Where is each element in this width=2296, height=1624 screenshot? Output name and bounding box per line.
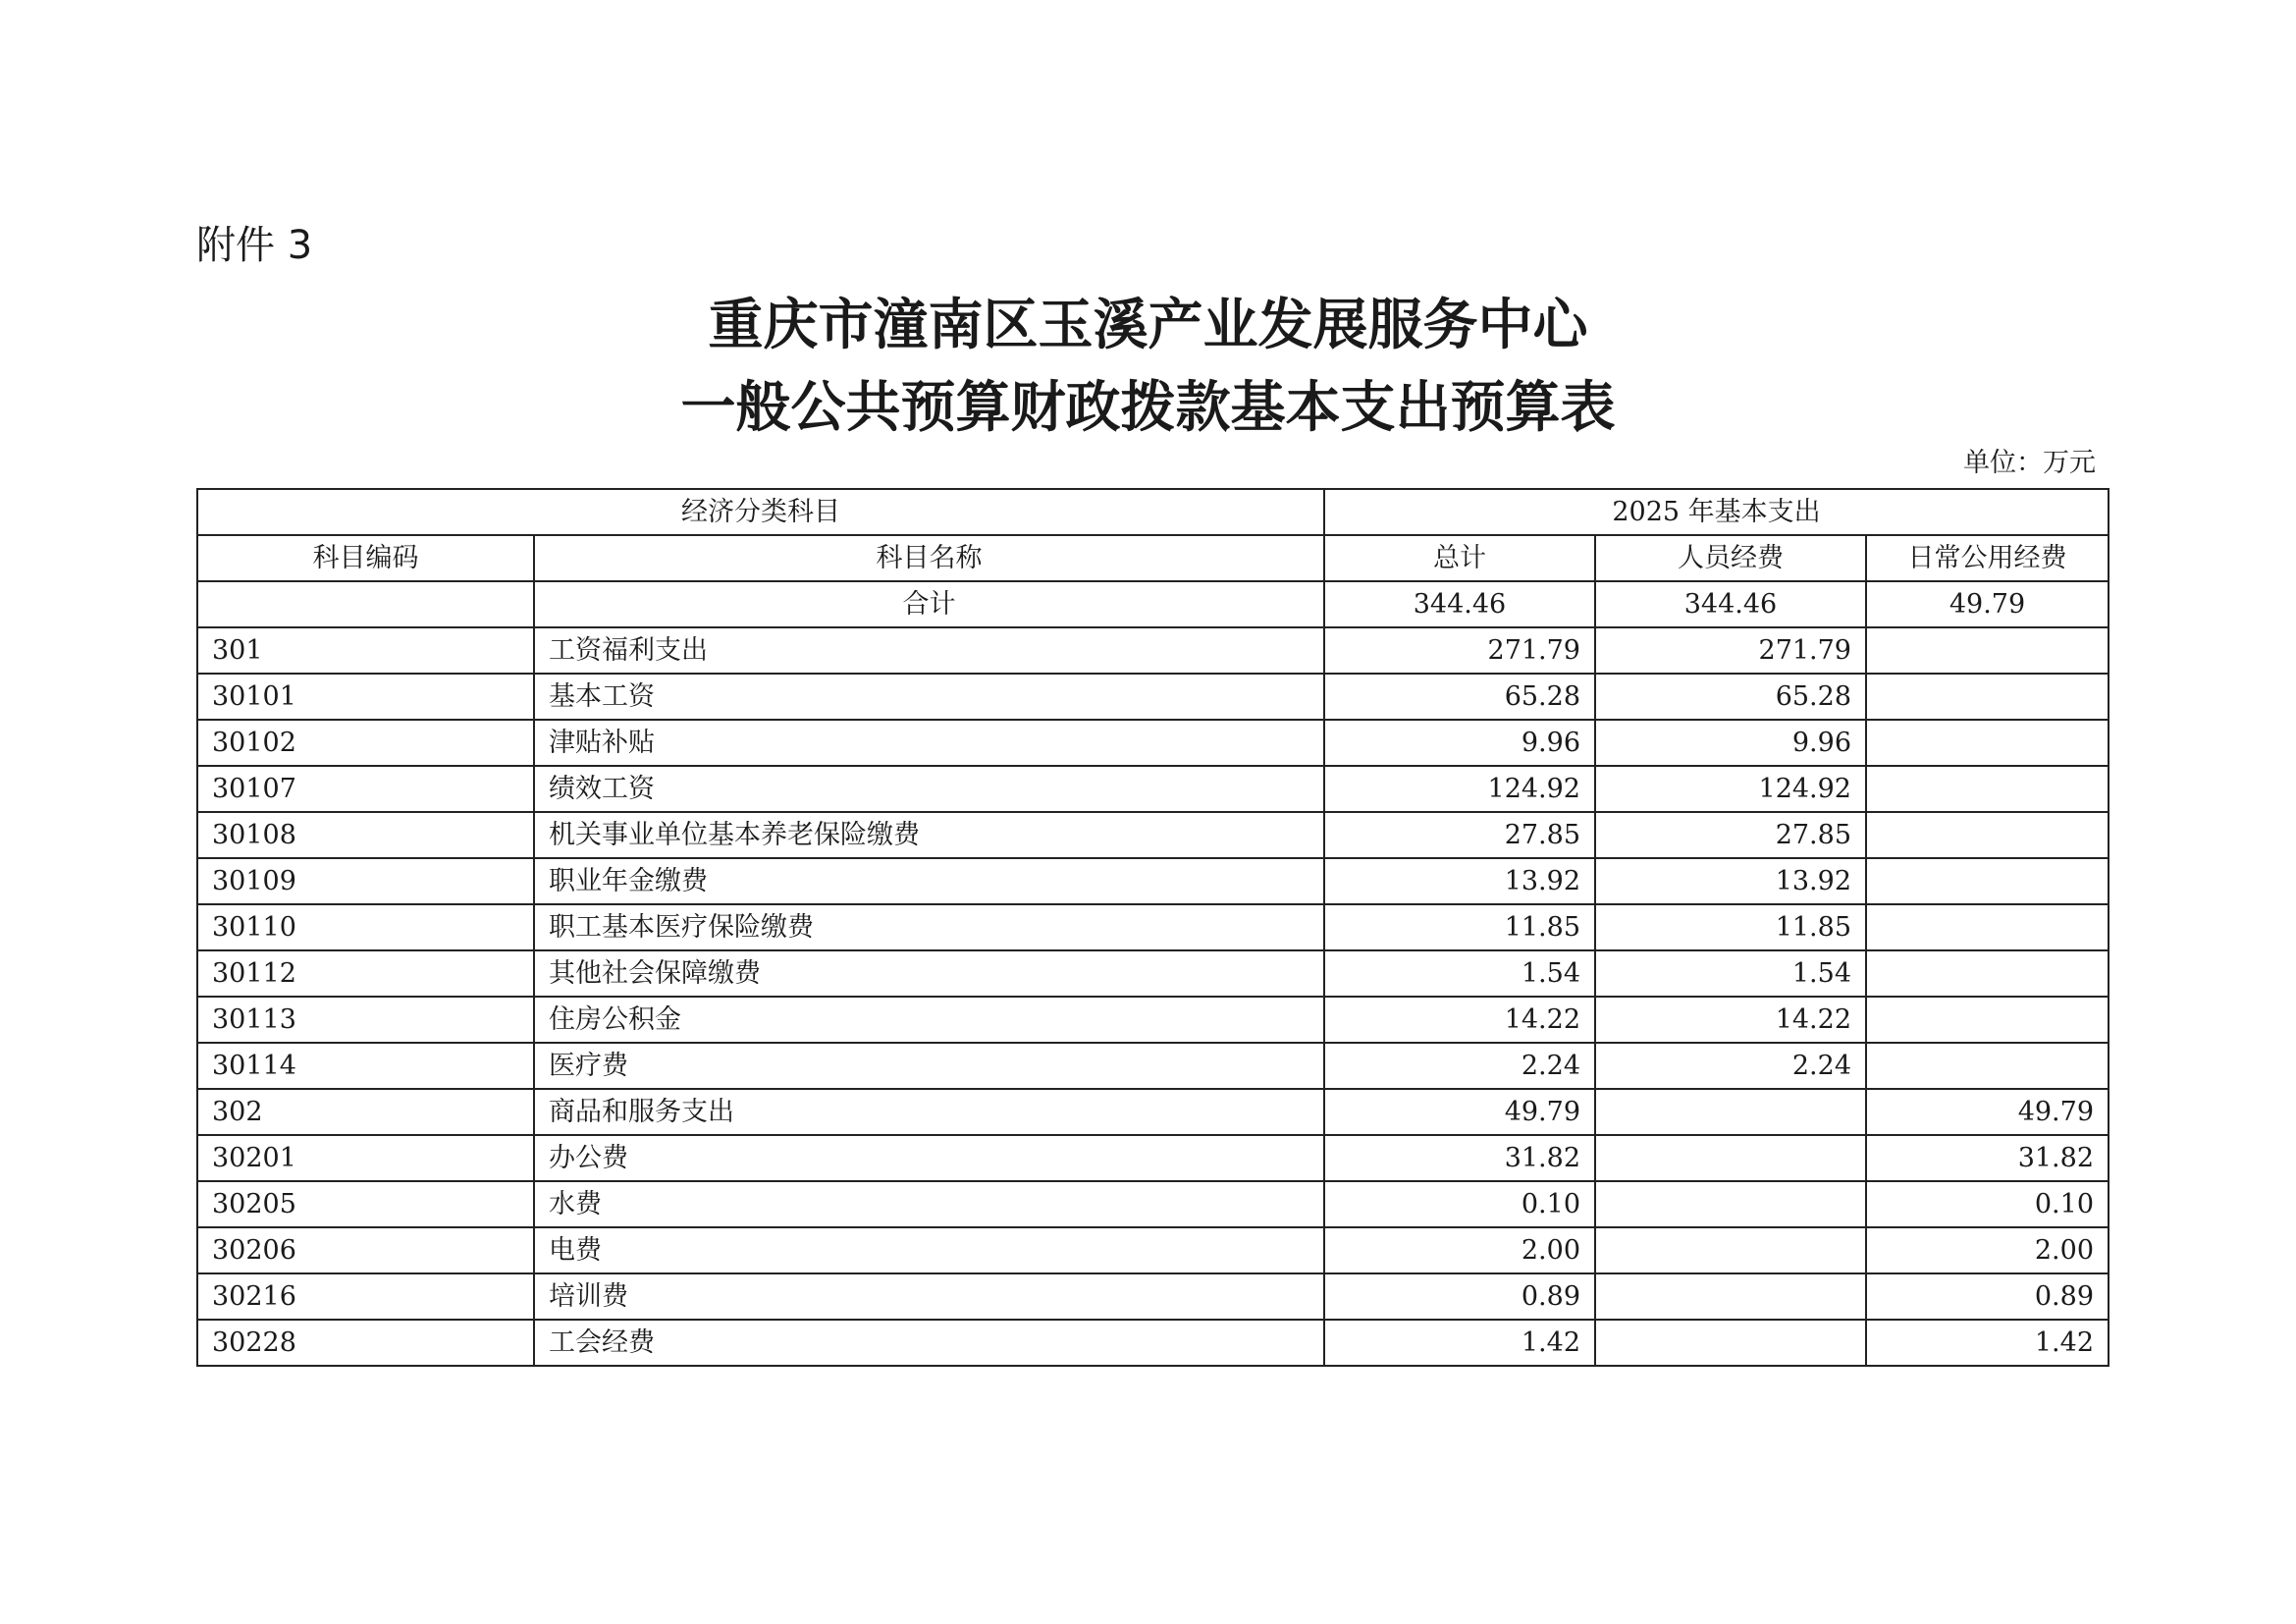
row-total: 0.89 xyxy=(1324,1273,1595,1320)
document-title-line2: 一般公共预算财政拨款基本支出预算表 xyxy=(680,376,1616,440)
row-total: 27.85 xyxy=(1324,812,1595,858)
row-code: 30201 xyxy=(197,1135,534,1181)
row-personnel xyxy=(1595,1181,1866,1227)
row-public xyxy=(1866,858,2109,904)
row-name: 住房公积金 xyxy=(534,997,1324,1043)
row-personnel xyxy=(1595,1273,1866,1320)
row-total: 271.79 xyxy=(1324,627,1595,674)
total-row-code xyxy=(197,581,534,627)
row-name: 职业年金缴费 xyxy=(534,858,1324,904)
row-name: 电费 xyxy=(534,1227,1324,1273)
row-personnel: 65.28 xyxy=(1595,674,1866,720)
row-public xyxy=(1866,627,2109,674)
row-public xyxy=(1866,1043,2109,1089)
table-row xyxy=(197,1089,2109,1135)
group-header-economic-class: 经济分类科目 xyxy=(197,489,1324,535)
row-name: 工会经费 xyxy=(534,1320,1324,1366)
row-total: 49.79 xyxy=(1324,1089,1595,1135)
row-total: 124.92 xyxy=(1324,766,1595,812)
row-name: 基本工资 xyxy=(534,674,1324,720)
column-header-code: 科目编码 xyxy=(197,535,534,581)
row-public xyxy=(1866,950,2109,997)
row-code: 30102 xyxy=(197,720,534,766)
table-row xyxy=(197,1320,2109,1366)
table-row xyxy=(197,1043,2109,1089)
column-header-row xyxy=(197,535,2109,581)
row-total: 1.42 xyxy=(1324,1320,1595,1366)
group-header-basic-expenditure: 2025 年基本支出 xyxy=(1324,489,2109,535)
row-public: 2.00 xyxy=(1866,1227,2109,1273)
row-personnel: 2.24 xyxy=(1595,1043,1866,1089)
row-personnel: 11.85 xyxy=(1595,904,1866,950)
total-row xyxy=(197,581,2109,627)
unit-label: 单位：万元 xyxy=(1963,448,2096,478)
table-row xyxy=(197,627,2109,674)
row-name: 工资福利支出 xyxy=(534,627,1324,674)
table-row xyxy=(197,1181,2109,1227)
row-code: 30101 xyxy=(197,674,534,720)
row-public xyxy=(1866,812,2109,858)
row-public: 31.82 xyxy=(1866,1135,2109,1181)
row-personnel: 124.92 xyxy=(1595,766,1866,812)
table-row xyxy=(197,997,2109,1043)
row-name: 商品和服务支出 xyxy=(534,1089,1324,1135)
table-row xyxy=(197,950,2109,997)
row-personnel xyxy=(1595,1135,1866,1181)
row-personnel: 27.85 xyxy=(1595,812,1866,858)
row-name: 机关事业单位基本养老保险缴费 xyxy=(534,812,1324,858)
table-row xyxy=(197,1273,2109,1320)
total-row-total: 344.46 xyxy=(1324,581,1595,627)
row-public: 0.89 xyxy=(1866,1273,2109,1320)
row-personnel: 14.22 xyxy=(1595,997,1866,1043)
row-code: 30228 xyxy=(197,1320,534,1366)
row-public: 1.42 xyxy=(1866,1320,2109,1366)
row-public xyxy=(1866,904,2109,950)
row-code: 30216 xyxy=(197,1273,534,1320)
row-public xyxy=(1866,766,2109,812)
column-header-total: 总计 xyxy=(1324,535,1595,581)
table-row xyxy=(197,720,2109,766)
total-row-personnel: 344.46 xyxy=(1595,581,1866,627)
row-code: 30112 xyxy=(197,950,534,997)
column-header-personnel: 人员经费 xyxy=(1595,535,1866,581)
row-total: 14.22 xyxy=(1324,997,1595,1043)
row-public xyxy=(1866,997,2109,1043)
total-row-name: 合计 xyxy=(534,581,1324,627)
row-total: 31.82 xyxy=(1324,1135,1595,1181)
row-code: 302 xyxy=(197,1089,534,1135)
row-total: 2.00 xyxy=(1324,1227,1595,1273)
row-personnel: 9.96 xyxy=(1595,720,1866,766)
table-row xyxy=(197,858,2109,904)
row-public: 49.79 xyxy=(1866,1089,2109,1135)
row-personnel xyxy=(1595,1320,1866,1366)
row-public xyxy=(1866,674,2109,720)
row-public xyxy=(1866,720,2109,766)
column-header-name: 科目名称 xyxy=(534,535,1324,581)
table-row xyxy=(197,766,2109,812)
row-total: 65.28 xyxy=(1324,674,1595,720)
row-personnel: 1.54 xyxy=(1595,950,1866,997)
attachment-label: 附件 3 xyxy=(196,223,313,268)
row-name: 医疗费 xyxy=(534,1043,1324,1089)
row-code: 30113 xyxy=(197,997,534,1043)
row-personnel: 13.92 xyxy=(1595,858,1866,904)
row-code: 30109 xyxy=(197,858,534,904)
table-row xyxy=(197,812,2109,858)
row-code: 30206 xyxy=(197,1227,534,1273)
row-total: 13.92 xyxy=(1324,858,1595,904)
row-code: 30114 xyxy=(197,1043,534,1089)
table-row xyxy=(197,904,2109,950)
row-name: 职工基本医疗保险缴费 xyxy=(534,904,1324,950)
row-name: 培训费 xyxy=(534,1273,1324,1320)
row-name: 津贴补贴 xyxy=(534,720,1324,766)
row-code: 30205 xyxy=(197,1181,534,1227)
row-code: 30108 xyxy=(197,812,534,858)
row-personnel xyxy=(1595,1089,1866,1135)
row-total: 2.24 xyxy=(1324,1043,1595,1089)
row-total: 11.85 xyxy=(1324,904,1595,950)
table-row xyxy=(197,674,2109,720)
table-row xyxy=(197,1227,2109,1273)
budget-table xyxy=(196,488,2109,1367)
row-personnel xyxy=(1595,1227,1866,1273)
column-header-public: 日常公用经费 xyxy=(1866,535,2109,581)
row-code: 30110 xyxy=(197,904,534,950)
row-total: 9.96 xyxy=(1324,720,1595,766)
row-name: 绩效工资 xyxy=(534,766,1324,812)
row-public: 0.10 xyxy=(1866,1181,2109,1227)
row-total: 0.10 xyxy=(1324,1181,1595,1227)
total-row-public: 49.79 xyxy=(1866,581,2109,627)
row-name: 其他社会保障缴费 xyxy=(534,950,1324,997)
row-personnel: 271.79 xyxy=(1595,627,1866,674)
group-header-row xyxy=(197,489,2109,535)
row-total: 1.54 xyxy=(1324,950,1595,997)
row-code: 301 xyxy=(197,627,534,674)
row-code: 30107 xyxy=(197,766,534,812)
document-title-line1: 重庆市潼南区玉溪产业发展服务中心 xyxy=(708,294,1588,357)
row-name: 办公费 xyxy=(534,1135,1324,1181)
table-row xyxy=(197,1135,2109,1181)
row-name: 水费 xyxy=(534,1181,1324,1227)
